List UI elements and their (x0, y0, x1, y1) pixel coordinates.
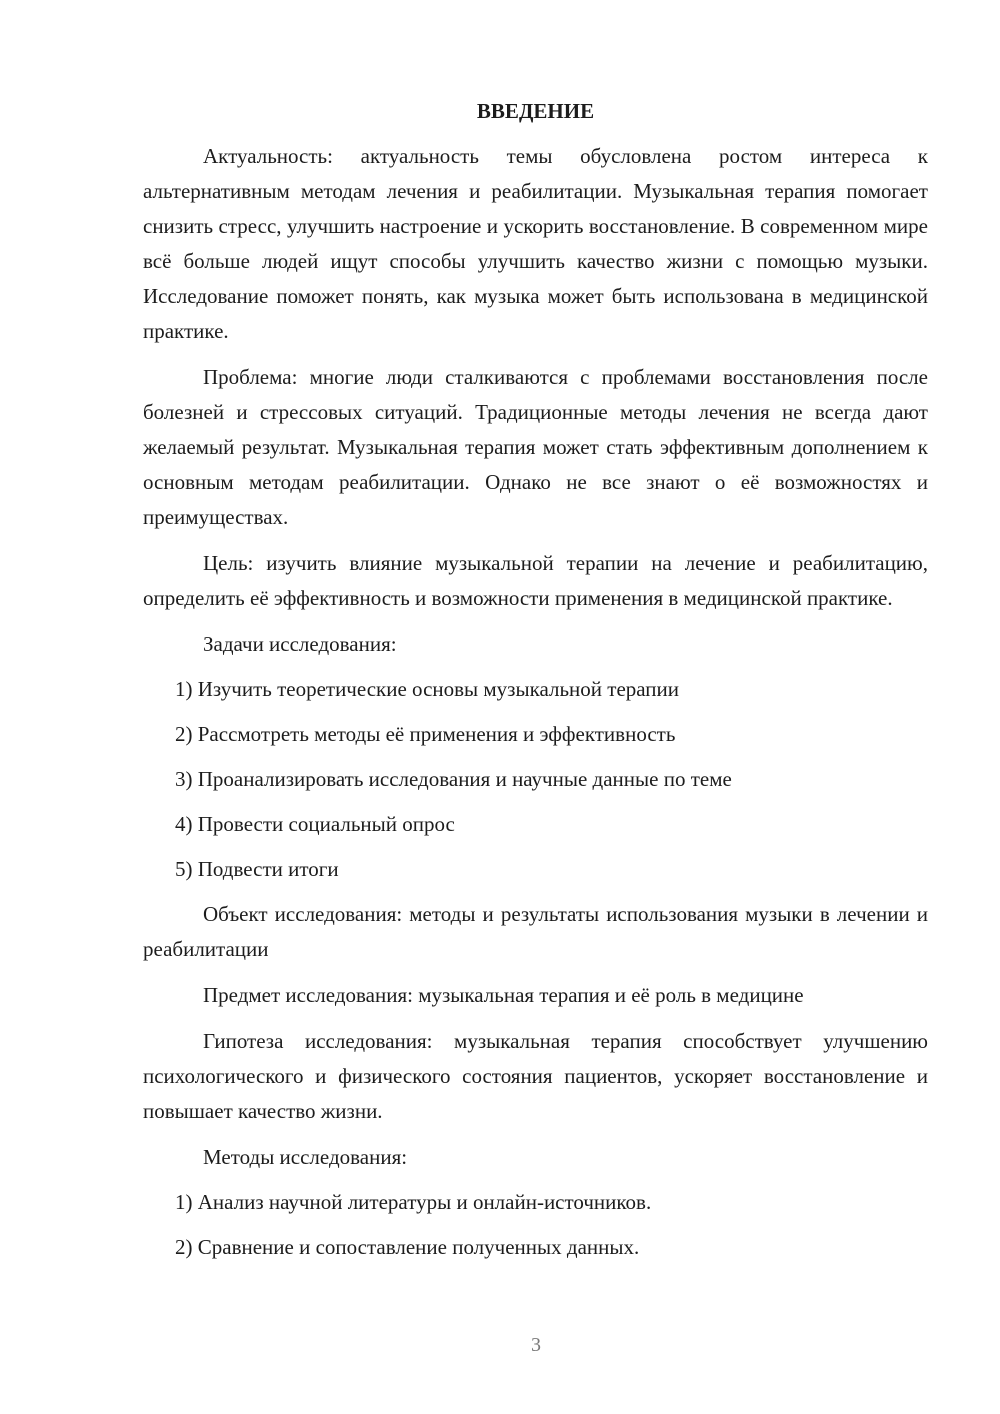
list-item: 4) Провести социальный опрос (175, 812, 455, 836)
methods-heading: Методы исследования: (203, 1145, 408, 1169)
methods-list (143, 1185, 928, 1265)
list-item: 3) Проанализировать исследования и научные данные по теме (175, 767, 732, 791)
relevance-paragraph: Актуальность: актуальность темы обусловлена ростом интереса к альтернативным методам лечения и реабилитации. Музыкальная терапия помогает снизить стресс, улучшить настроение и ускорить восстановление. В современном мире всё больше людей ищут способы улучшить качество жизни с помощью музыки. Исследование поможет понять, как музыка может быть использована в медицинской практике. (143, 144, 928, 343)
tasks-heading: Задачи исследования: (203, 632, 397, 656)
section-title: ВВЕДЕНИЕ (476, 99, 595, 123)
tasks-list (143, 672, 928, 887)
goal-paragraph: Цель: изучить влияние музыкальной терапии на лечение и реабилитацию, определить её эффективность и возможности применения в медицинской практике. (143, 551, 928, 610)
list-item: 1) Анализ научной литературы и онлайн-источников. (175, 1190, 652, 1214)
page-content (143, 96, 928, 1275)
list-item: 1) Изучить теоретические основы музыкальной терапии (175, 677, 680, 701)
problem-paragraph: Проблема: многие люди сталкиваются с проблемами восстановления после болезней и стрессовых ситуаций. Традиционные методы лечения не всегда дают желаемый результат. Музыкальная терапия может стать эффективным дополнением к основным методам реабилитации. Однако не все знают о её возможностях и преимуществах. (143, 365, 928, 529)
list-item: 5) Подвести итоги (175, 857, 339, 881)
subject-paragraph: Предмет исследования: музыкальная терапия и её роль в медицине (203, 983, 804, 1007)
list-item: 2) Рассмотреть методы её применения и эффективность (175, 722, 676, 746)
hypothesis-paragraph: Гипотеза исследования: музыкальная терапия способствует улучшению психологического и физического состояния пациентов, ускоряет восстановление и повышает качество жизни. (143, 1029, 928, 1123)
list-item: 2) Сравнение и сопоставление полученных данных. (175, 1235, 640, 1259)
object-paragraph: Объект исследования: методы и результаты использования музыки в лечении и реабилитации (143, 902, 928, 961)
page-number: 3 (531, 1334, 541, 1356)
